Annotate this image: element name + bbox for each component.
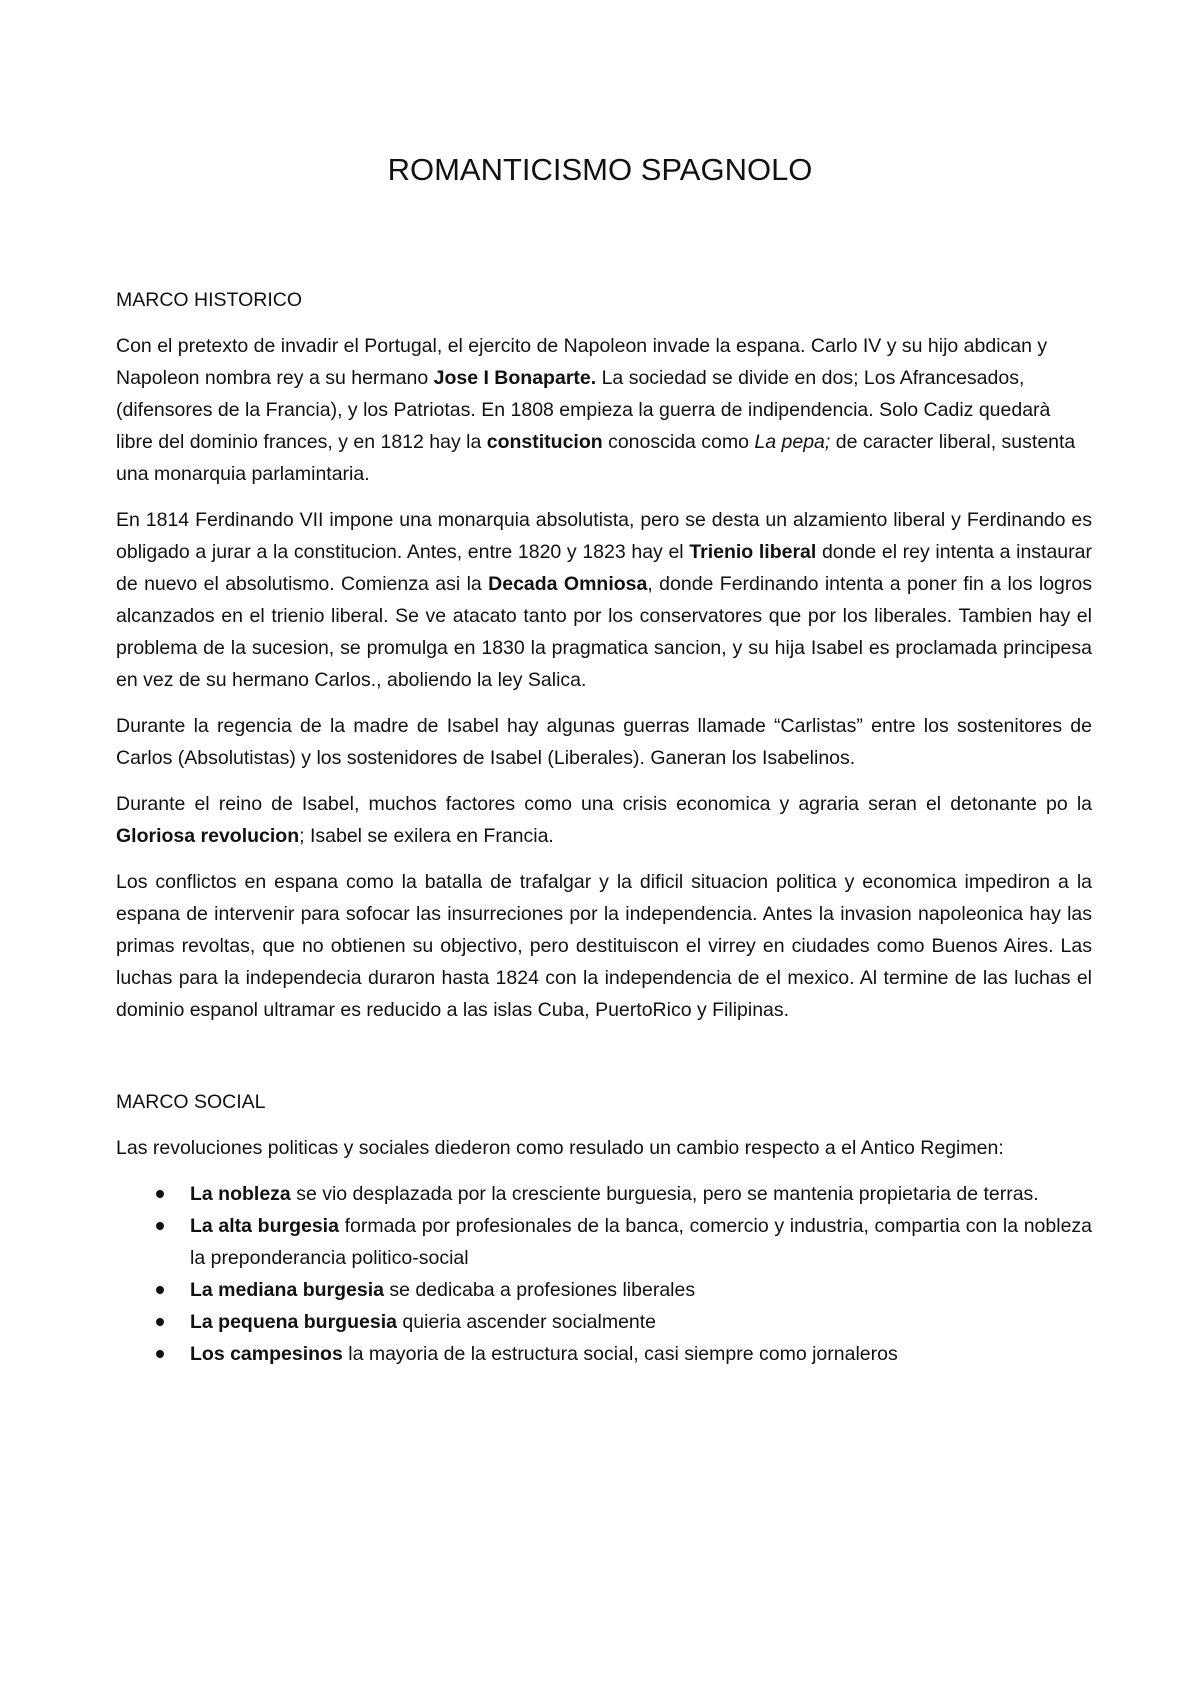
bullet-icon: [156, 1222, 164, 1230]
bold-text: La mediana burgesia: [190, 1279, 384, 1301]
text-run: la mayoria de la estructura social, casi siempre como jornaleros: [342, 1343, 898, 1365]
text-run: Los conflictos en espana como la batalla de trafalgar y la dificil situacion politica y economica impediron a la espana de intervenir para sofocar las insurreciones por la independencia. Antes la invasion napoleonica hay las primas revoltas, que no obtienen su objectivo, pero destituiscon el virrey en ciudades como Buenos Aires. Las luchas para la independecia duraron hasta 1824 con la independencia de el mexico. Al termine de las luchas el dominio espanol ultramar es reducido a las islas Cuba, PuertoRico y Filipinas.: [116, 871, 1092, 1021]
text-run: donde el rey intenta a instaurar de nuevo el absolutismo. Comienza asi la: [116, 541, 1092, 595]
text-run: La sociedad se divide en dos; Los Afrancesados, (difensores de la Francia), y los Patriotas. En 1808 empieza la guerra de indipendencia. Solo Cadiz quedarà libre del dominio frances, y en 1812 hay la: [116, 367, 1051, 453]
bullet-icon: [156, 1286, 164, 1294]
text-run: se vio desplazada por la cresciente burguesia, pero se mantenia propietaria de terras.: [290, 1183, 1039, 1205]
paragraph: [116, 710, 1092, 774]
paragraph: [116, 1132, 1092, 1164]
text-run: , donde Ferdinando intenta a poner fin a los logros alcanzados en el trienio liberal. Se ve atacato tanto por los conservatores que por los liberales. Tambien hay el problema de la sucesion, se promulga en 1830 la pragmatica sancion, y su hija Isabel es proclamada principesa en vez de su hermano Carlos., aboliendo la ley Salica.: [116, 573, 1092, 691]
bold-text: La nobleza: [190, 1183, 291, 1205]
bold-text: Jose I Bonaparte.: [433, 367, 597, 389]
list-item: [116, 1210, 1092, 1274]
section-heading-marco-social: MARCO SOCIAL: [116, 1091, 266, 1113]
section-spacer: [116, 1040, 1092, 1086]
list-item-text: [190, 1215, 1092, 1269]
text-run: En 1814 Ferdinando VII impone una monarquia absolutista, pero se desta un alzamiento liberal y Ferdinando es obligado a jurar a la constitucion. Antes, entre 1820 y 1823 hay el: [116, 509, 1092, 563]
text-run: Las revoluciones politicas y sociales diederon como resulado un cambio respecto a el Antico Regimen:: [116, 1137, 1004, 1159]
list-item-text: [190, 1311, 656, 1333]
text-run: Durante el reino de Isabel, muchos factores como una crisis economica y agraria seran el detonante po la: [116, 793, 1092, 815]
paragraph: [116, 788, 1092, 852]
paragraph: [116, 330, 1092, 490]
text-run: conoscida como: [602, 431, 755, 453]
bullet-icon: [156, 1350, 164, 1358]
list-item-text: [190, 1183, 1039, 1205]
paragraph: [116, 866, 1092, 1026]
list-item: [116, 1338, 1092, 1370]
bullet-icon: [156, 1318, 164, 1326]
document-title: ROMANTICISMO SPAGNOLO: [387, 152, 813, 187]
text-run: Durante la regencia de la madre de Isabel hay algunas guerras llamade “Carlistas” entre los sostenitores de Carlos (Absolutistas) y los sostenidores de Isabel (Liberales). Ganeran los Isabelinos.: [116, 715, 1092, 769]
text-run: se dedicaba a profesiones liberales: [383, 1279, 696, 1301]
text-run: ; Isabel se exilera en Francia.: [299, 825, 554, 847]
text-run: formada por profesionales de la banca, comercio y industria, compartia con la nobleza la preponderancia politico-social: [190, 1215, 1093, 1269]
italic-text: La pepa;: [754, 431, 831, 453]
list-item-text: [190, 1279, 695, 1301]
text-run: de caracter liberal, sustenta una monarquia parlamintaria.: [116, 431, 1076, 485]
bullet-icon: [156, 1190, 164, 1198]
bold-text: La pequena burguesia: [190, 1311, 397, 1333]
bold-text: Trienio liberal: [689, 541, 817, 563]
bold-text: constitucion: [486, 431, 603, 453]
list-item: [116, 1178, 1092, 1210]
bold-text: La alta burgesia: [190, 1215, 339, 1237]
text-run: quieria ascender socialmente: [396, 1311, 657, 1333]
bold-text: Decada Omniosa: [488, 573, 648, 595]
section-heading-marco-historico: MARCO HISTORICO: [116, 289, 302, 311]
bullet-list: [116, 1178, 1092, 1370]
bold-text: Gloriosa revolucion: [116, 825, 300, 847]
list-item: [116, 1306, 1092, 1338]
text-run: Con el pretexto de invadir el Portugal, el ejercito de Napoleon invade la espana. Carlo IV y su hijo abdican y Napoleon nombra rey a su hermano: [116, 335, 1048, 389]
paragraph: [116, 504, 1092, 696]
list-item-text: [190, 1343, 898, 1365]
document-body: [116, 284, 1092, 1370]
list-item: [116, 1274, 1092, 1306]
bold-text: Los campesinos: [190, 1343, 343, 1365]
